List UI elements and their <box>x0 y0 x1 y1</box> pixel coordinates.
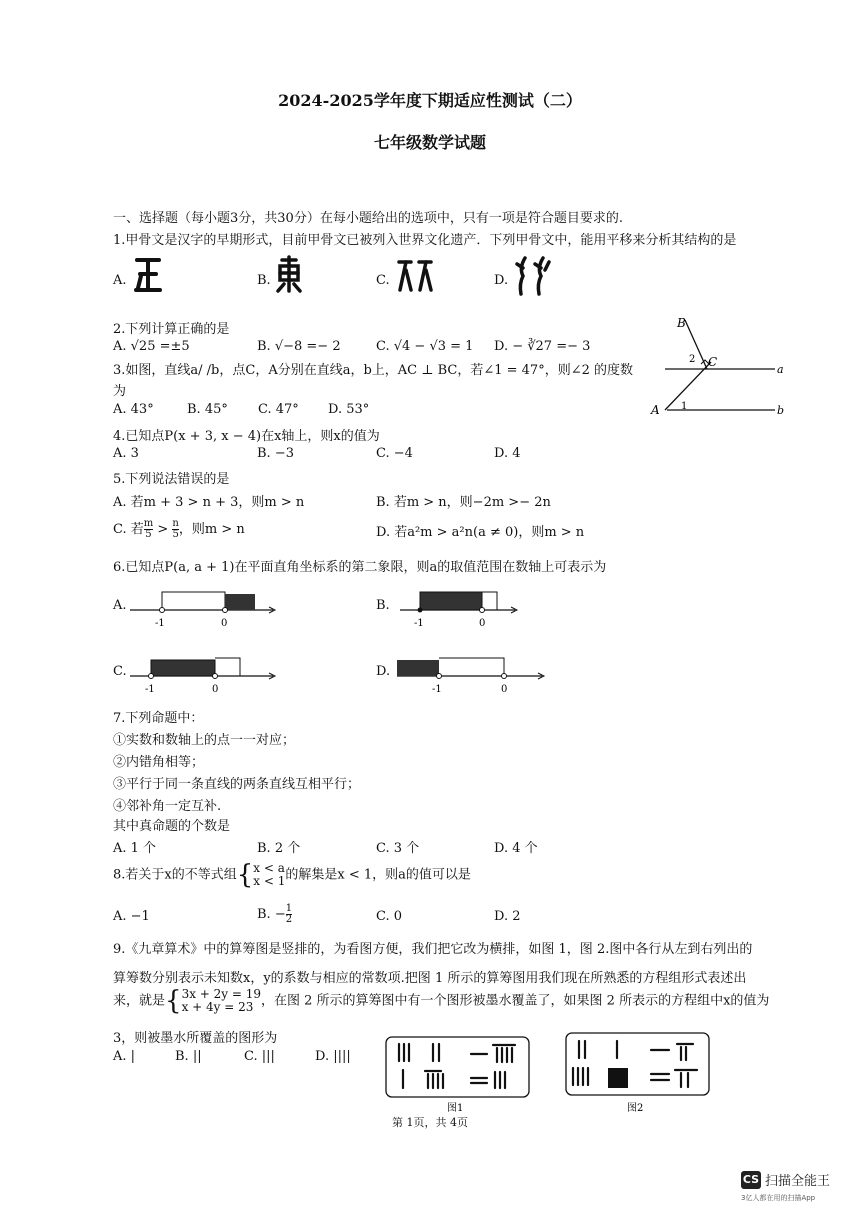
q2-option-b: B. √−8 =− 2 <box>257 339 341 354</box>
q6-number-line-b <box>395 582 520 630</box>
svg-text:0: 0 <box>221 618 228 629</box>
point-c-label: C <box>708 355 718 369</box>
q9-figure-1 <box>383 1034 533 1116</box>
q5-option-c: C. 若 $\frac{m}{5}$ > $\frac{n}{5}$ ，则m > n <box>113 518 245 540</box>
svg-text:0: 0 <box>501 684 508 695</box>
q9-option-a: A. | <box>113 1049 136 1064</box>
q9-line-4: 3，则被墨水所覆盖的图形为 <box>113 1031 278 1046</box>
q1-option-a-label: A. <box>113 273 127 288</box>
q3-figure <box>645 312 790 427</box>
svg-text:0: 0 <box>479 618 486 629</box>
oracle-glyph-d-icon <box>513 254 553 298</box>
q8-stem: 8.若关于x的不等式组{ x < a x < 1 的解集是x < 1，则a的值可以是 <box>113 860 471 890</box>
q5-stem: 5.下列说法错误的是 <box>113 472 230 487</box>
q6-option-c-label: C. <box>113 664 127 679</box>
line-a-label: a <box>777 363 784 376</box>
q3-stem-cont: 为 <box>113 384 127 399</box>
shaded-region <box>151 660 215 676</box>
svg-text:-1: -1 <box>145 684 155 695</box>
q7-option-b: B. 2 个 <box>257 841 301 856</box>
q8-option-b: B. − $\frac{1}{2}$ <box>257 903 293 925</box>
angle-1-label: 1 <box>681 401 688 412</box>
angle-2-label: 2 <box>689 354 696 365</box>
q9-line-1: 9.《九章算术》中的算筹图是竖排的，为看图方便，我们把它改为横排，如图 1，图 2.图中各行从左到右列出的 <box>113 942 753 957</box>
q9-line-3: 来，就是{ 3x + 2y = 19 x + 4y = 23 ，在图 2 所示的算筹图中有一个图形被墨水覆盖了，如果图 2 所表示的方程组中x的值为 <box>113 986 770 1016</box>
ink-blot <box>608 1068 628 1088</box>
q3-option-d: D. 53° <box>328 402 370 417</box>
point-b-label: B <box>677 316 686 330</box>
q7-statement-3: ③平行于同一条直线的两条直线互相平行； <box>113 777 361 792</box>
oracle-glyph-a-icon <box>133 254 163 294</box>
cs-logo-icon: CS <box>741 1171 761 1189</box>
figure-2-caption: 图2 <box>627 1103 644 1114</box>
svg-text:-1: -1 <box>414 618 424 629</box>
q6-number-line-a <box>125 582 280 630</box>
q3-option-c: C. 47° <box>258 402 299 417</box>
q5-option-a: A. 若m + 3 > n + 3，则m > n <box>113 495 305 510</box>
q9-line-2: 算筹数分别表示未知数x，y的系数与相应的常数项.把图 1 所示的算筹图用我们现在所熟悉的方程组形式表述出 <box>113 971 747 986</box>
q4-stem: 4.已知点P(x + 3, x − 4)在x轴上，则x的值为 <box>113 429 380 444</box>
q3-option-b: B. 45° <box>187 402 228 417</box>
q9-option-b: B. || <box>175 1049 202 1064</box>
camscanner-logo <box>741 1170 830 1189</box>
q5-option-b: B. 若m > n，则−2m >− 2n <box>376 495 551 510</box>
q5-option-d: D. 若a²m > a²n(a ≠ 0)，则m > n <box>376 525 585 540</box>
q7-stem: 7.下列命题中： <box>113 711 204 726</box>
q7-statement-1: ①实数和数轴上的点一一对应； <box>113 733 296 748</box>
q2-option-c: C. √4 − √3 = 1 <box>376 339 474 354</box>
q8-option-d: D. 2 <box>494 909 521 924</box>
q4-option-a: A. 3 <box>113 446 139 461</box>
q8-option-a: A. −1 <box>113 909 150 924</box>
exam-subtitle: 七年级数学试题 <box>373 133 486 152</box>
q6-number-line-d <box>392 648 547 696</box>
q4-option-d: D. 4 <box>494 446 521 461</box>
q6-option-b-label: B. <box>376 598 390 613</box>
shaded-region <box>420 592 482 610</box>
logo-name: 扫描全能王 <box>765 1174 831 1189</box>
page-footer: 第 1页，共 4页 <box>392 1116 468 1129</box>
q1-option-c-label: C. <box>376 273 390 288</box>
q6-option-d-label: D. <box>376 664 391 679</box>
q1-option-b-label: B. <box>257 273 271 288</box>
oracle-glyph-b-icon <box>274 254 304 294</box>
q3-option-a: A. 43° <box>113 402 154 417</box>
q2-stem: 2.下列计算正确的是 <box>113 322 230 337</box>
section-heading: 一、选择题（每小题3分，共30分）在每小题给出的选项中，只有一项是符合题目要求的. <box>113 211 623 226</box>
q3-stem: 3.如图，直线a/ /b，点C，A分别在直线a，b上，AC ⊥ BC，若∠1 = 47°，则∠2 的度数 <box>113 363 634 378</box>
q7-question: 其中真命题的个数是 <box>113 819 231 834</box>
figure-1-caption: 图1 <box>447 1103 464 1114</box>
q9-option-c: C. ||| <box>244 1049 275 1064</box>
shaded-region <box>397 660 439 676</box>
line-b-label: b <box>777 404 785 417</box>
q6-stem: 6.已知点P(a, a + 1)在平面直角坐标系的第二象限，则a的取值范围在数轴上可表示为 <box>113 560 607 575</box>
logo-tagline: 3亿人都在用的扫描App <box>741 1194 816 1202</box>
shaded-region <box>225 594 255 610</box>
q7-option-d: D. 4 个 <box>494 841 538 856</box>
svg-text:-1: -1 <box>155 618 165 629</box>
q9-figure-2 <box>563 1030 713 1116</box>
q4-option-b: B. −3 <box>257 446 294 461</box>
q1-option-d-label: D. <box>494 273 509 288</box>
q9-option-d: D. |||| <box>315 1049 351 1064</box>
q7-statement-4: ④邻补角一定互补. <box>113 799 222 814</box>
q2-option-a: A. √25 =±5 <box>113 339 190 354</box>
q7-option-a: A. 1 个 <box>113 841 157 856</box>
q7-statement-2: ②内错角相等； <box>113 755 205 770</box>
oracle-glyph-c-icon <box>395 254 435 294</box>
q6-number-line-c <box>125 648 280 696</box>
q7-option-c: C. 3 个 <box>376 841 420 856</box>
q2-option-d: D. − ∛27 =− 3 <box>494 339 591 354</box>
q8-option-c: C. 0 <box>376 909 403 924</box>
point-a-label: A <box>651 403 660 417</box>
svg-text:0: 0 <box>212 684 219 695</box>
q6-option-a-label: A. <box>113 598 127 613</box>
q4-option-c: C. −4 <box>376 446 413 461</box>
svg-text:-1: -1 <box>432 684 442 695</box>
q1-stem: 1.甲骨文是汉字的早期形式，目前甲骨文已被列入世界文化遗产．下列甲骨文中，能用平移来分析其结构的是 <box>113 233 737 248</box>
exam-title: 2024-2025学年度下期适应性测试（二） <box>278 91 582 110</box>
